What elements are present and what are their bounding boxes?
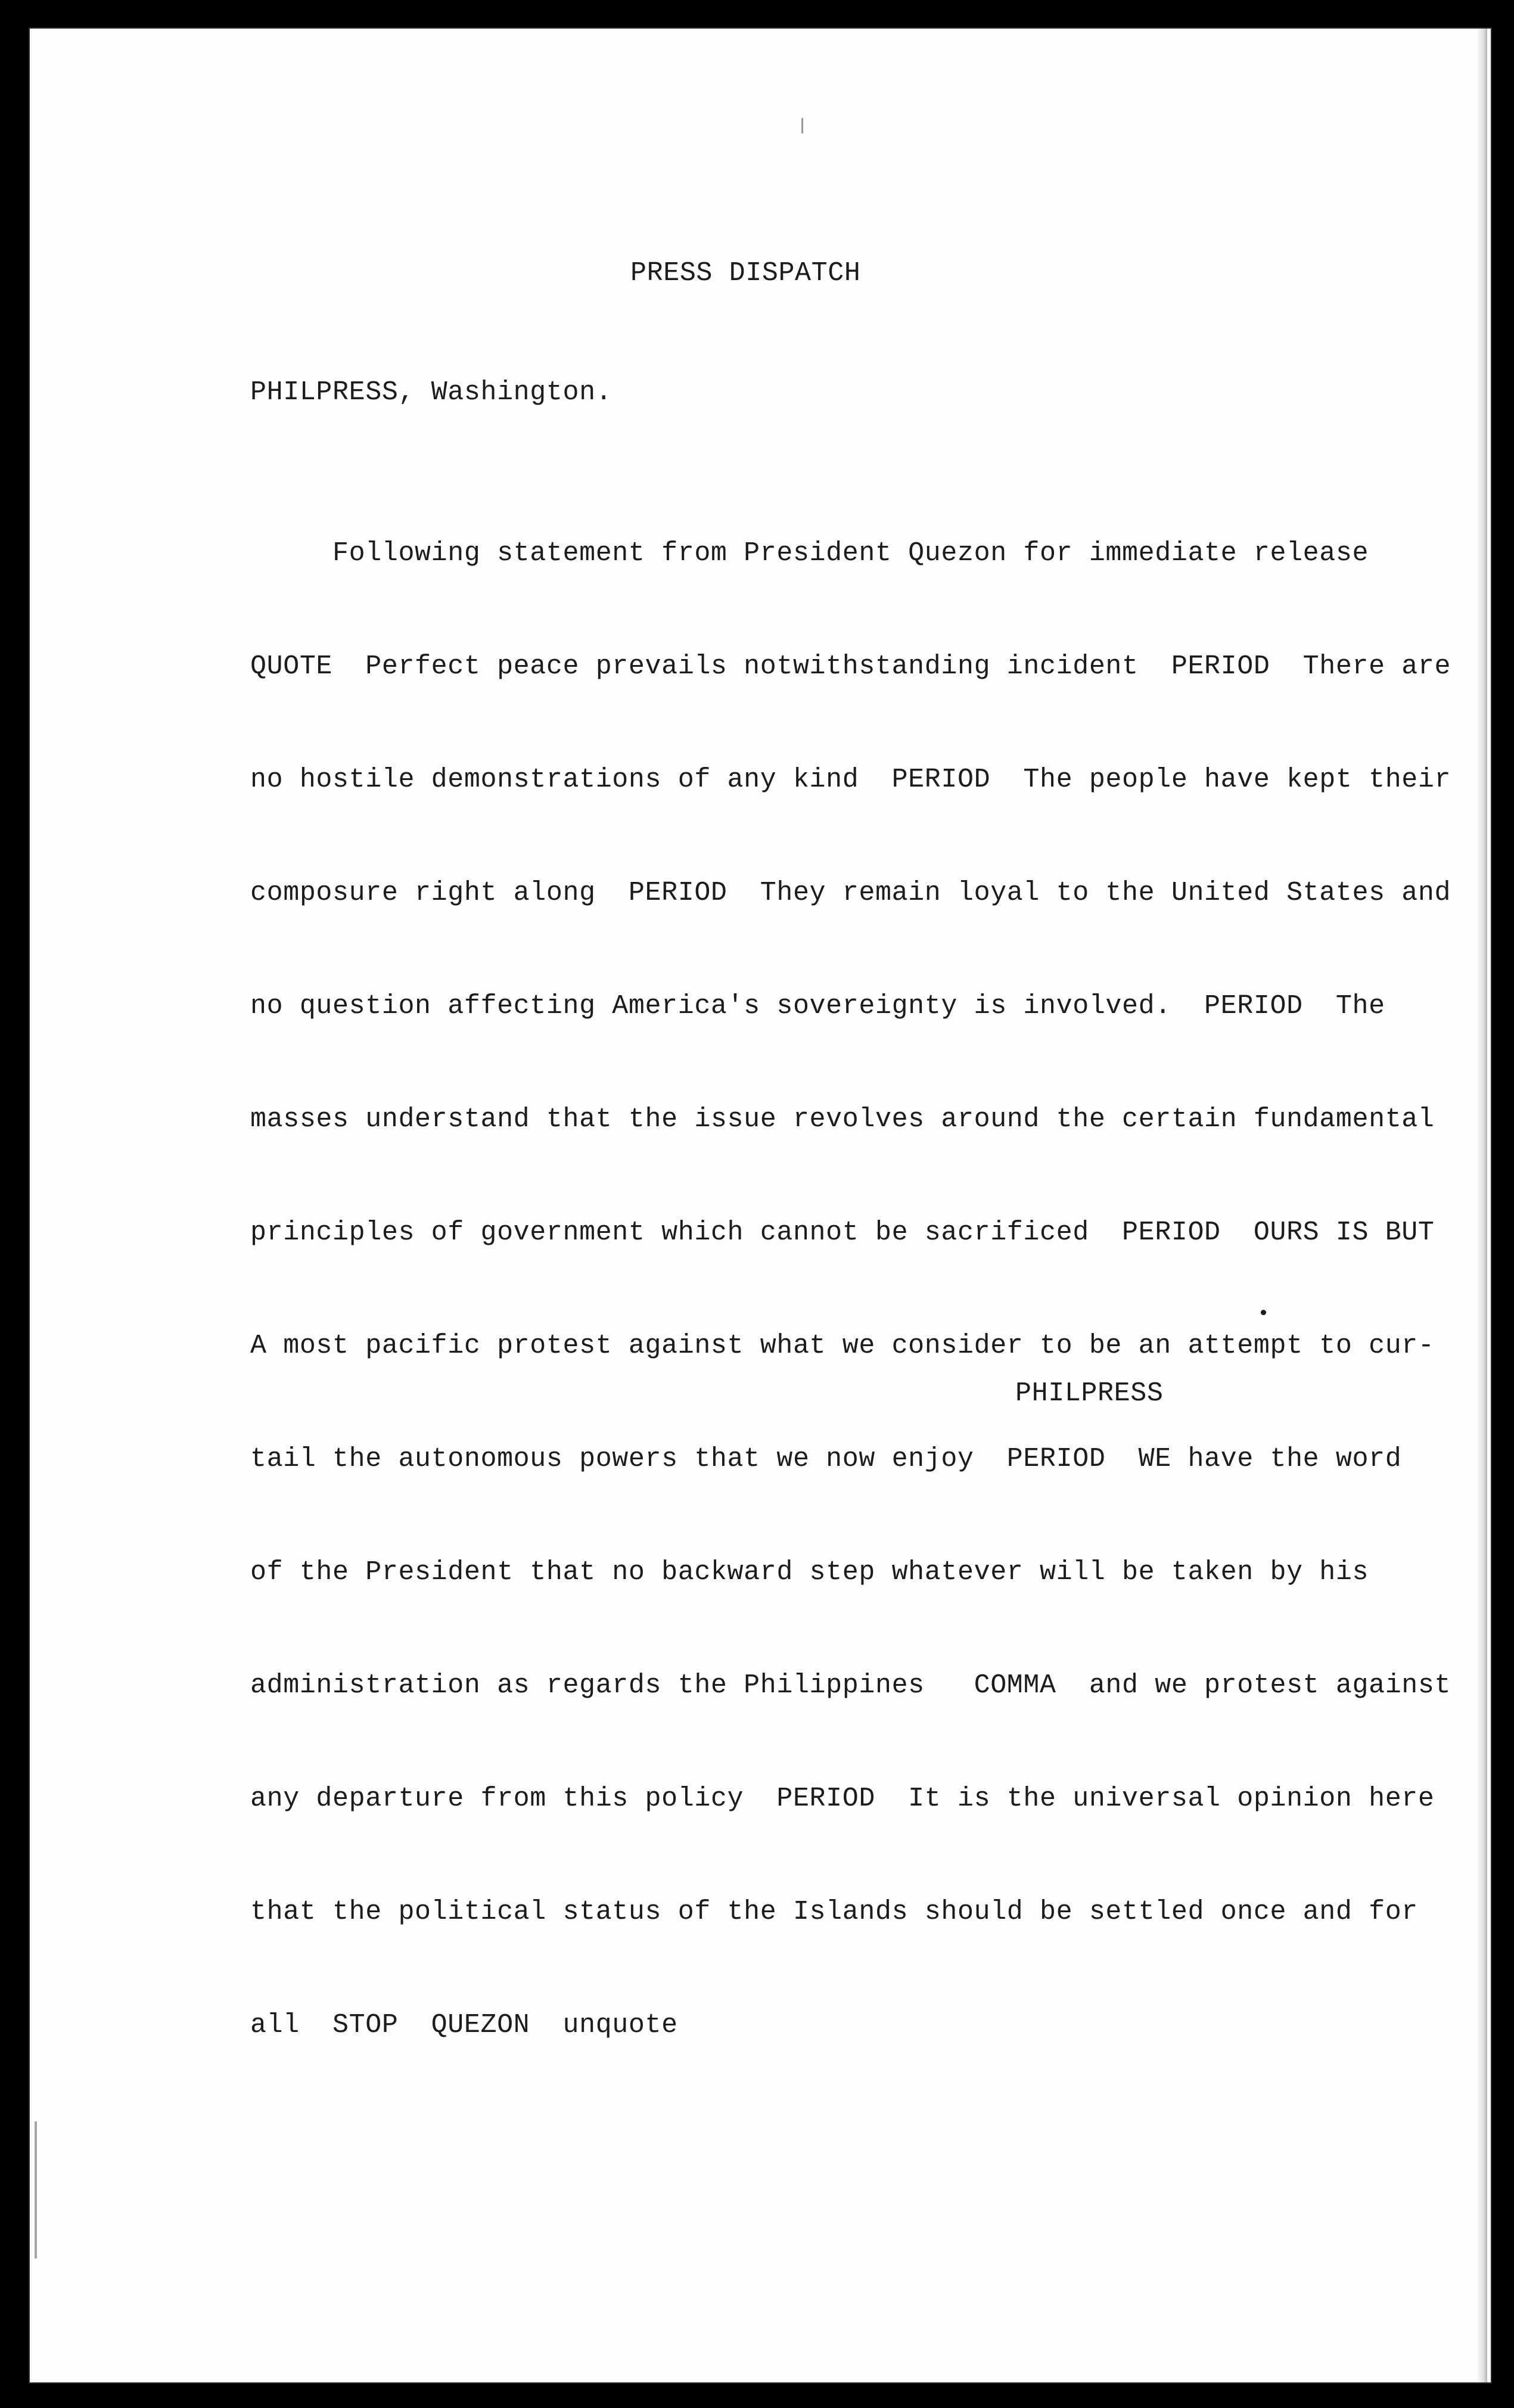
addressee-line: PHILPRESS, Washington. [250,377,613,408]
body-line: tail the autonomous powers that we now enjoy PERIOD WE have the word [250,1444,1402,1474]
body-line: composure right along PERIOD They remain loyal to the United States and [250,878,1451,908]
scan-edge-mark [35,2121,37,2258]
dispatch-body [250,486,1451,2098]
stray-tick-mark [801,118,803,133]
body-line: all STOP QUEZON unquote [250,2010,678,2040]
body-line: no question affecting America's sovereignty is involved. PERIOD The [250,991,1385,1021]
body-line: A most pacific protest against what we consider to be an attempt to cur- [250,1331,1435,1361]
body-line: QUOTE Perfect peace prevails notwithstanding incident PERIOD There are [250,651,1451,682]
paper-edge-shadow [1478,29,1487,2382]
signature: PHILPRESS [1015,1378,1164,1409]
body-line: principles of government which cannot be sacrificed PERIOD OURS IS BUT [250,1217,1435,1248]
body-line: administration as regards the Philippines COMMA and we protest against [250,1670,1451,1701]
body-line: masses understand that the issue revolves around the certain fundamental [250,1104,1435,1135]
ink-dot [1261,1310,1266,1315]
body-line: of the President that no backward step whatever will be taken by his [250,1557,1369,1587]
body-line: that the political status of the Islands should be settled once and for [250,1897,1418,1927]
body-line: no hostile demonstrations of any kind PERIOD The people have kept their [250,765,1451,795]
document-title: PRESS DISPATCH [630,258,861,288]
body-line: Following statement from President Quezon for immediate release [250,538,1369,568]
body-line: any departure from this policy PERIOD It is the universal opinion here [250,1784,1435,1814]
